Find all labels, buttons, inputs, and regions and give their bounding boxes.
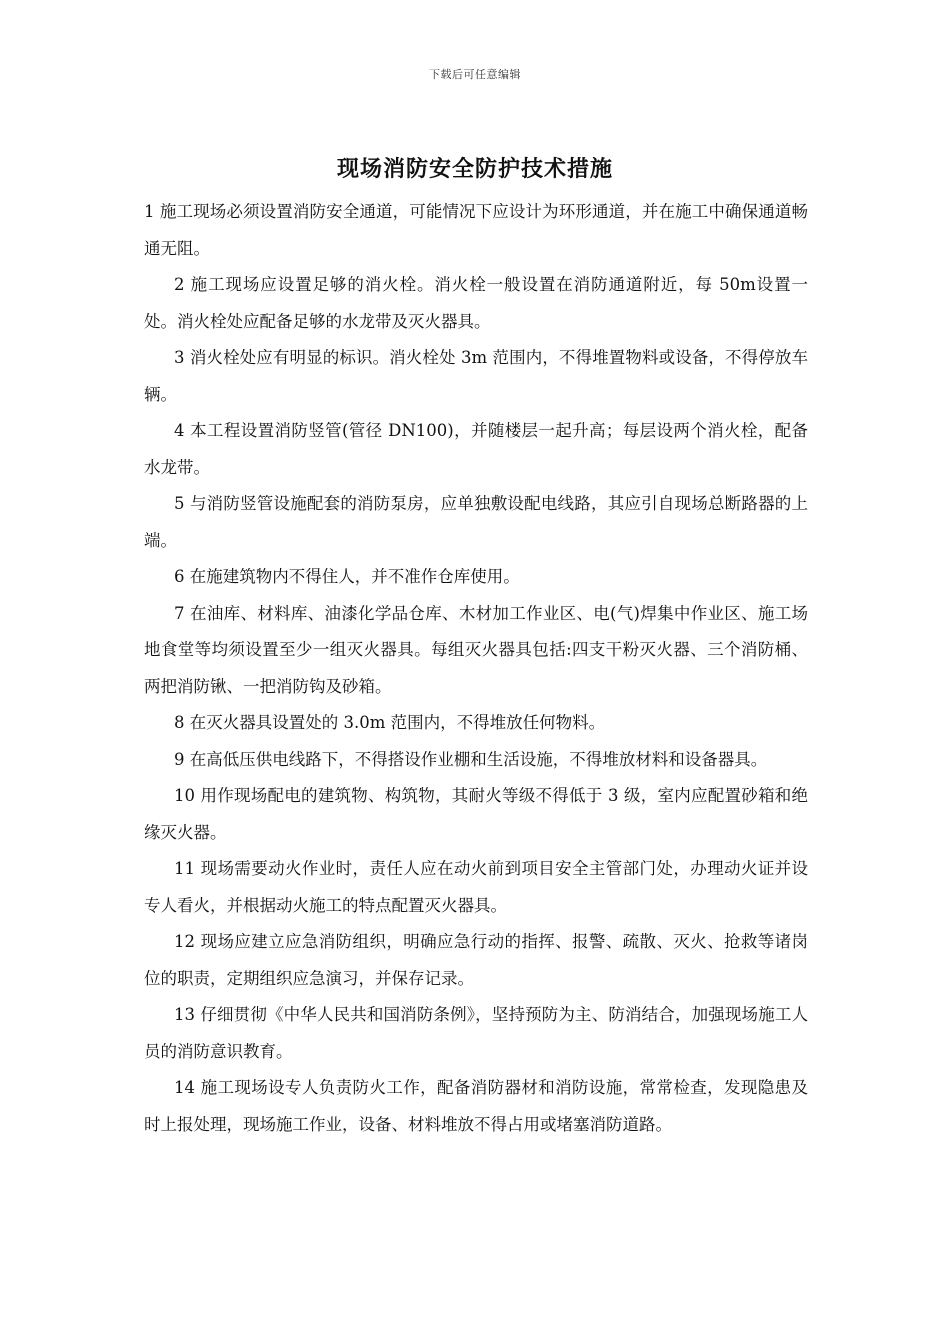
header-note: 下载后可任意编辑 — [429, 68, 521, 81]
paragraph-5: 5 与消防竖管设施配套的消防泵房，应单独敷设配电线路，其应引自现场总断路器的上端。 — [144, 494, 808, 550]
paragraph-9: 9 在高低压供电线路下，不得搭设作业棚和生活设施，不得堆放材料和设备器具。 — [174, 749, 768, 769]
paragraph-1: 1 施工现场必须设置消防安全通道，可能情况下应设计为环形通道，并在施工中确保通道畅通无阻。 — [144, 202, 808, 258]
paragraph-3: 3 消火栓处应有明显的标识。消火栓处 3m 范围内，不得堆置物料或设备，不得停放车辆。 — [144, 348, 808, 404]
paragraph-8: 8 在灭火器具设置处的 3.0m 范围内，不得堆放任何物料。 — [174, 713, 606, 732]
paragraph-12: 12 现场应建立应急消防组织，明确应急行动的指挥、报警、疏散、灭火、抢救等诸岗位的职责，定期组织应急演习，并保存记录。 — [144, 932, 808, 988]
paragraph-4: 4 本工程设置消防竖管(管径 DN100)，并随楼层一起升高；每层设两个消火栓，配备水龙带。 — [144, 421, 808, 477]
paragraph-13: 13 仔细贯彻《中华人民共和国消防条例》，坚持预防为主、防消结合，加强现场施工人员的消防意识教育。 — [144, 1005, 808, 1061]
paragraph-6: 6 在施建筑物内不得住人，并不准作仓库使用。 — [174, 567, 520, 586]
paragraph-14: 14 施工现场设专人负责防火工作，配备消防器材和消防设施，常常检查，发现隐患及时上报处理，现场施工作业，设备、材料堆放不得占用或堵塞消防道路。 — [144, 1078, 808, 1134]
paragraph-7: 7 在油库、材料库、油漆化学品仓库、木材加工作业区、电(气)焊集中作业区、施工场地食堂等均须设置至少一组灭火器具。每组灭火器具包括:四支干粉灭火器、三个消防桶、两把消防锹、一把消防钩及砂箱。 — [144, 603, 808, 696]
document-title: 现场消防安全防护技术措施 — [336, 156, 613, 182]
paragraph-11: 11 现场需要动火作业时，责任人应在动火前到项目安全主管部门处，办理动火证并设专人看火，并根据动火施工的特点配置灭火器具。 — [144, 859, 808, 915]
document-body — [144, 194, 808, 1143]
paragraph-2: 2 施工现场应设置足够的消火栓。消火栓一般设置在消防通道附近，每 50m设置一处。消火栓处应配备足够的水龙带及灭火器具。 — [144, 275, 808, 331]
paragraph-10: 10 用作现场配电的建筑物、构筑物，其耐火等级不得低于 3 级，室内应配置砂箱和绝缘灭火器。 — [144, 786, 808, 842]
